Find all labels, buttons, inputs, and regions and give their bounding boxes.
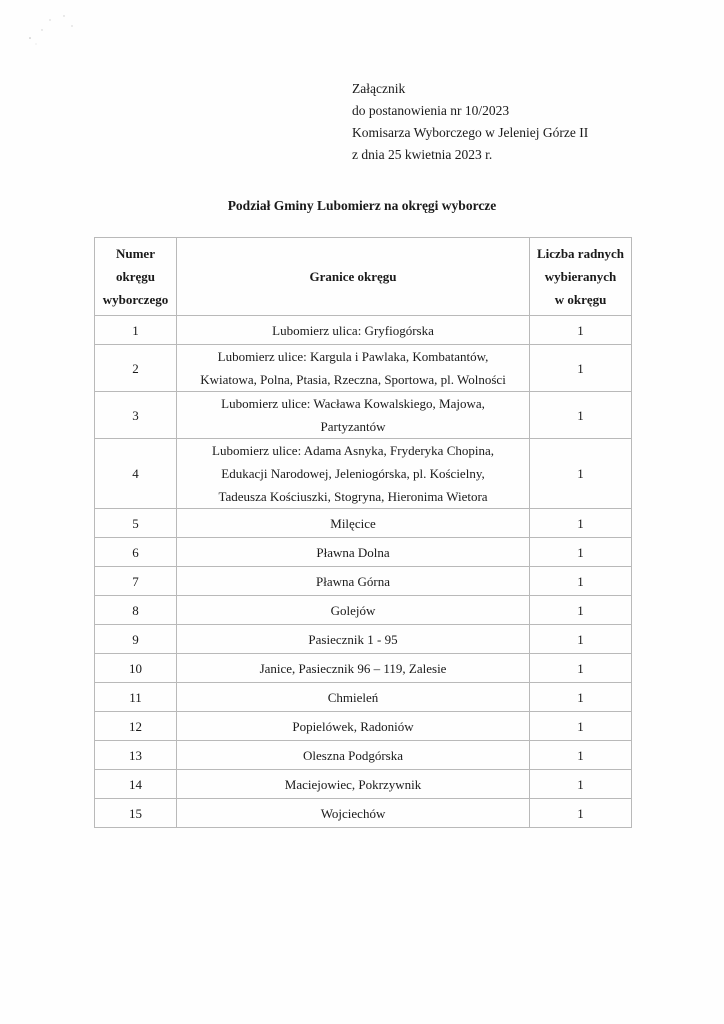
district-boundaries bbox=[176, 316, 529, 345]
councillor-count: 1 bbox=[530, 439, 632, 509]
district-number: 7 bbox=[95, 567, 177, 596]
district-boundaries bbox=[176, 770, 529, 799]
boundary-line: Maciejowiec, Pokrzywnik bbox=[284, 776, 422, 792]
district-boundaries bbox=[176, 741, 529, 770]
boundary-line: Lubomierz ulice: Wacława Kowalskiego, Majowa, bbox=[221, 396, 485, 411]
councillor-count: 1 bbox=[530, 683, 632, 712]
table-row bbox=[95, 567, 632, 596]
district-boundaries bbox=[176, 712, 529, 741]
councillor-count: 1 bbox=[530, 770, 632, 799]
boundary-line: Tadeusza Kościuszki, Stogryna, Hieronima Wietora bbox=[218, 489, 488, 504]
table-row bbox=[95, 392, 632, 439]
district-number: 15 bbox=[95, 799, 177, 828]
document-title: Podział Gminy Lubomierz na okręgi wyborcze bbox=[227, 198, 497, 213]
councillor-count: 1 bbox=[530, 741, 632, 770]
table-row bbox=[95, 799, 632, 828]
district-boundaries bbox=[176, 567, 529, 596]
table-row bbox=[95, 770, 632, 799]
district-boundaries bbox=[176, 345, 529, 392]
councillor-count: 1 bbox=[530, 538, 632, 567]
column-header-number: Numer okręgu wyborczego bbox=[95, 238, 177, 316]
boundary-line: Pasiecznik 1 - 95 bbox=[308, 631, 398, 647]
boundary-line: Chmieleń bbox=[327, 689, 379, 705]
table-row bbox=[95, 683, 632, 712]
boundary-line: Edukacji Narodowej, Jeleniogórska, pl. Kościelny, bbox=[221, 466, 485, 481]
district-number: 1 bbox=[95, 316, 177, 345]
boundary-line: Pławna Górna bbox=[316, 573, 391, 589]
table-row bbox=[95, 625, 632, 654]
district-number: 4 bbox=[95, 439, 177, 509]
councillor-count: 1 bbox=[530, 345, 632, 392]
district-boundaries bbox=[176, 799, 529, 828]
district-number: 14 bbox=[95, 770, 177, 799]
table-row bbox=[95, 654, 632, 683]
table-row bbox=[95, 345, 632, 392]
councillor-count: 1 bbox=[530, 509, 632, 538]
annex-header bbox=[352, 78, 588, 166]
boundary-line: Lubomierz ulice: Adama Asnyka, Fryderyka Chopina, bbox=[212, 443, 494, 458]
table-row bbox=[95, 439, 632, 509]
councillor-count: 1 bbox=[530, 567, 632, 596]
councillor-count: 1 bbox=[530, 625, 632, 654]
district-number: 9 bbox=[95, 625, 177, 654]
boundary-line: Milęcice bbox=[330, 515, 376, 531]
boundary-line: Lubomierz ulica: Gryfiogórska bbox=[272, 322, 434, 338]
district-boundaries bbox=[176, 683, 529, 712]
district-boundaries bbox=[176, 596, 529, 625]
district-boundaries bbox=[176, 509, 529, 538]
resolution-date: z dnia 25 kwietnia 2023 r. bbox=[352, 147, 493, 162]
councillor-count: 1 bbox=[530, 712, 632, 741]
district-number: 8 bbox=[95, 596, 177, 625]
table-row bbox=[95, 596, 632, 625]
boundary-line: Oleszna Podgórska bbox=[303, 747, 404, 763]
district-number: 3 bbox=[95, 392, 177, 439]
column-header-councillors: Liczba radnych wybieranych w okręgu bbox=[530, 238, 632, 316]
boundary-line: Partyzantów bbox=[320, 419, 386, 434]
councillor-count: 1 bbox=[530, 392, 632, 439]
commissioner-reference: Komisarza Wyborczego w Jeleniej Górze II bbox=[352, 125, 589, 140]
boundary-line: Wojciechów bbox=[320, 805, 386, 821]
boundary-line: Popielówek, Radoniów bbox=[292, 718, 414, 734]
annex-label: Załącznik bbox=[352, 81, 406, 96]
district-boundaries bbox=[176, 625, 529, 654]
table-row bbox=[95, 538, 632, 567]
district-boundaries bbox=[176, 392, 529, 439]
table-header-row bbox=[95, 238, 632, 316]
boundary-line: Kwiatowa, Polna, Ptasia, Rzeczna, Sportowa, pl. Wolności bbox=[200, 372, 506, 387]
district-boundaries bbox=[176, 439, 529, 509]
district-number: 13 bbox=[95, 741, 177, 770]
table-row bbox=[95, 741, 632, 770]
councillor-count: 1 bbox=[530, 799, 632, 828]
district-boundaries bbox=[176, 538, 529, 567]
boundary-line: Janice, Pasiecznik 96 – 119, Zalesie bbox=[259, 660, 447, 676]
councillor-count: 1 bbox=[530, 316, 632, 345]
resolution-reference: do postanowienia nr 10/2023 bbox=[352, 103, 510, 118]
district-number: 2 bbox=[95, 345, 177, 392]
districts-table bbox=[94, 237, 632, 828]
district-boundaries bbox=[176, 654, 529, 683]
table-row bbox=[95, 712, 632, 741]
column-header-boundaries: Granice okręgu bbox=[176, 238, 529, 316]
district-number: 10 bbox=[95, 654, 177, 683]
district-number: 11 bbox=[95, 683, 177, 712]
district-number: 12 bbox=[95, 712, 177, 741]
councillor-count: 1 bbox=[530, 596, 632, 625]
district-number: 5 bbox=[95, 509, 177, 538]
district-number: 6 bbox=[95, 538, 177, 567]
boundary-line: Lubomierz ulice: Kargula i Pawlaka, Kombatantów, bbox=[217, 349, 489, 364]
table-row bbox=[95, 509, 632, 538]
boundary-line: Pławna Dolna bbox=[316, 544, 390, 560]
scan-specks bbox=[20, 8, 80, 48]
table-body bbox=[95, 316, 632, 828]
boundary-line: Golejów bbox=[330, 602, 376, 618]
councillor-count: 1 bbox=[530, 654, 632, 683]
table-row bbox=[95, 316, 632, 345]
